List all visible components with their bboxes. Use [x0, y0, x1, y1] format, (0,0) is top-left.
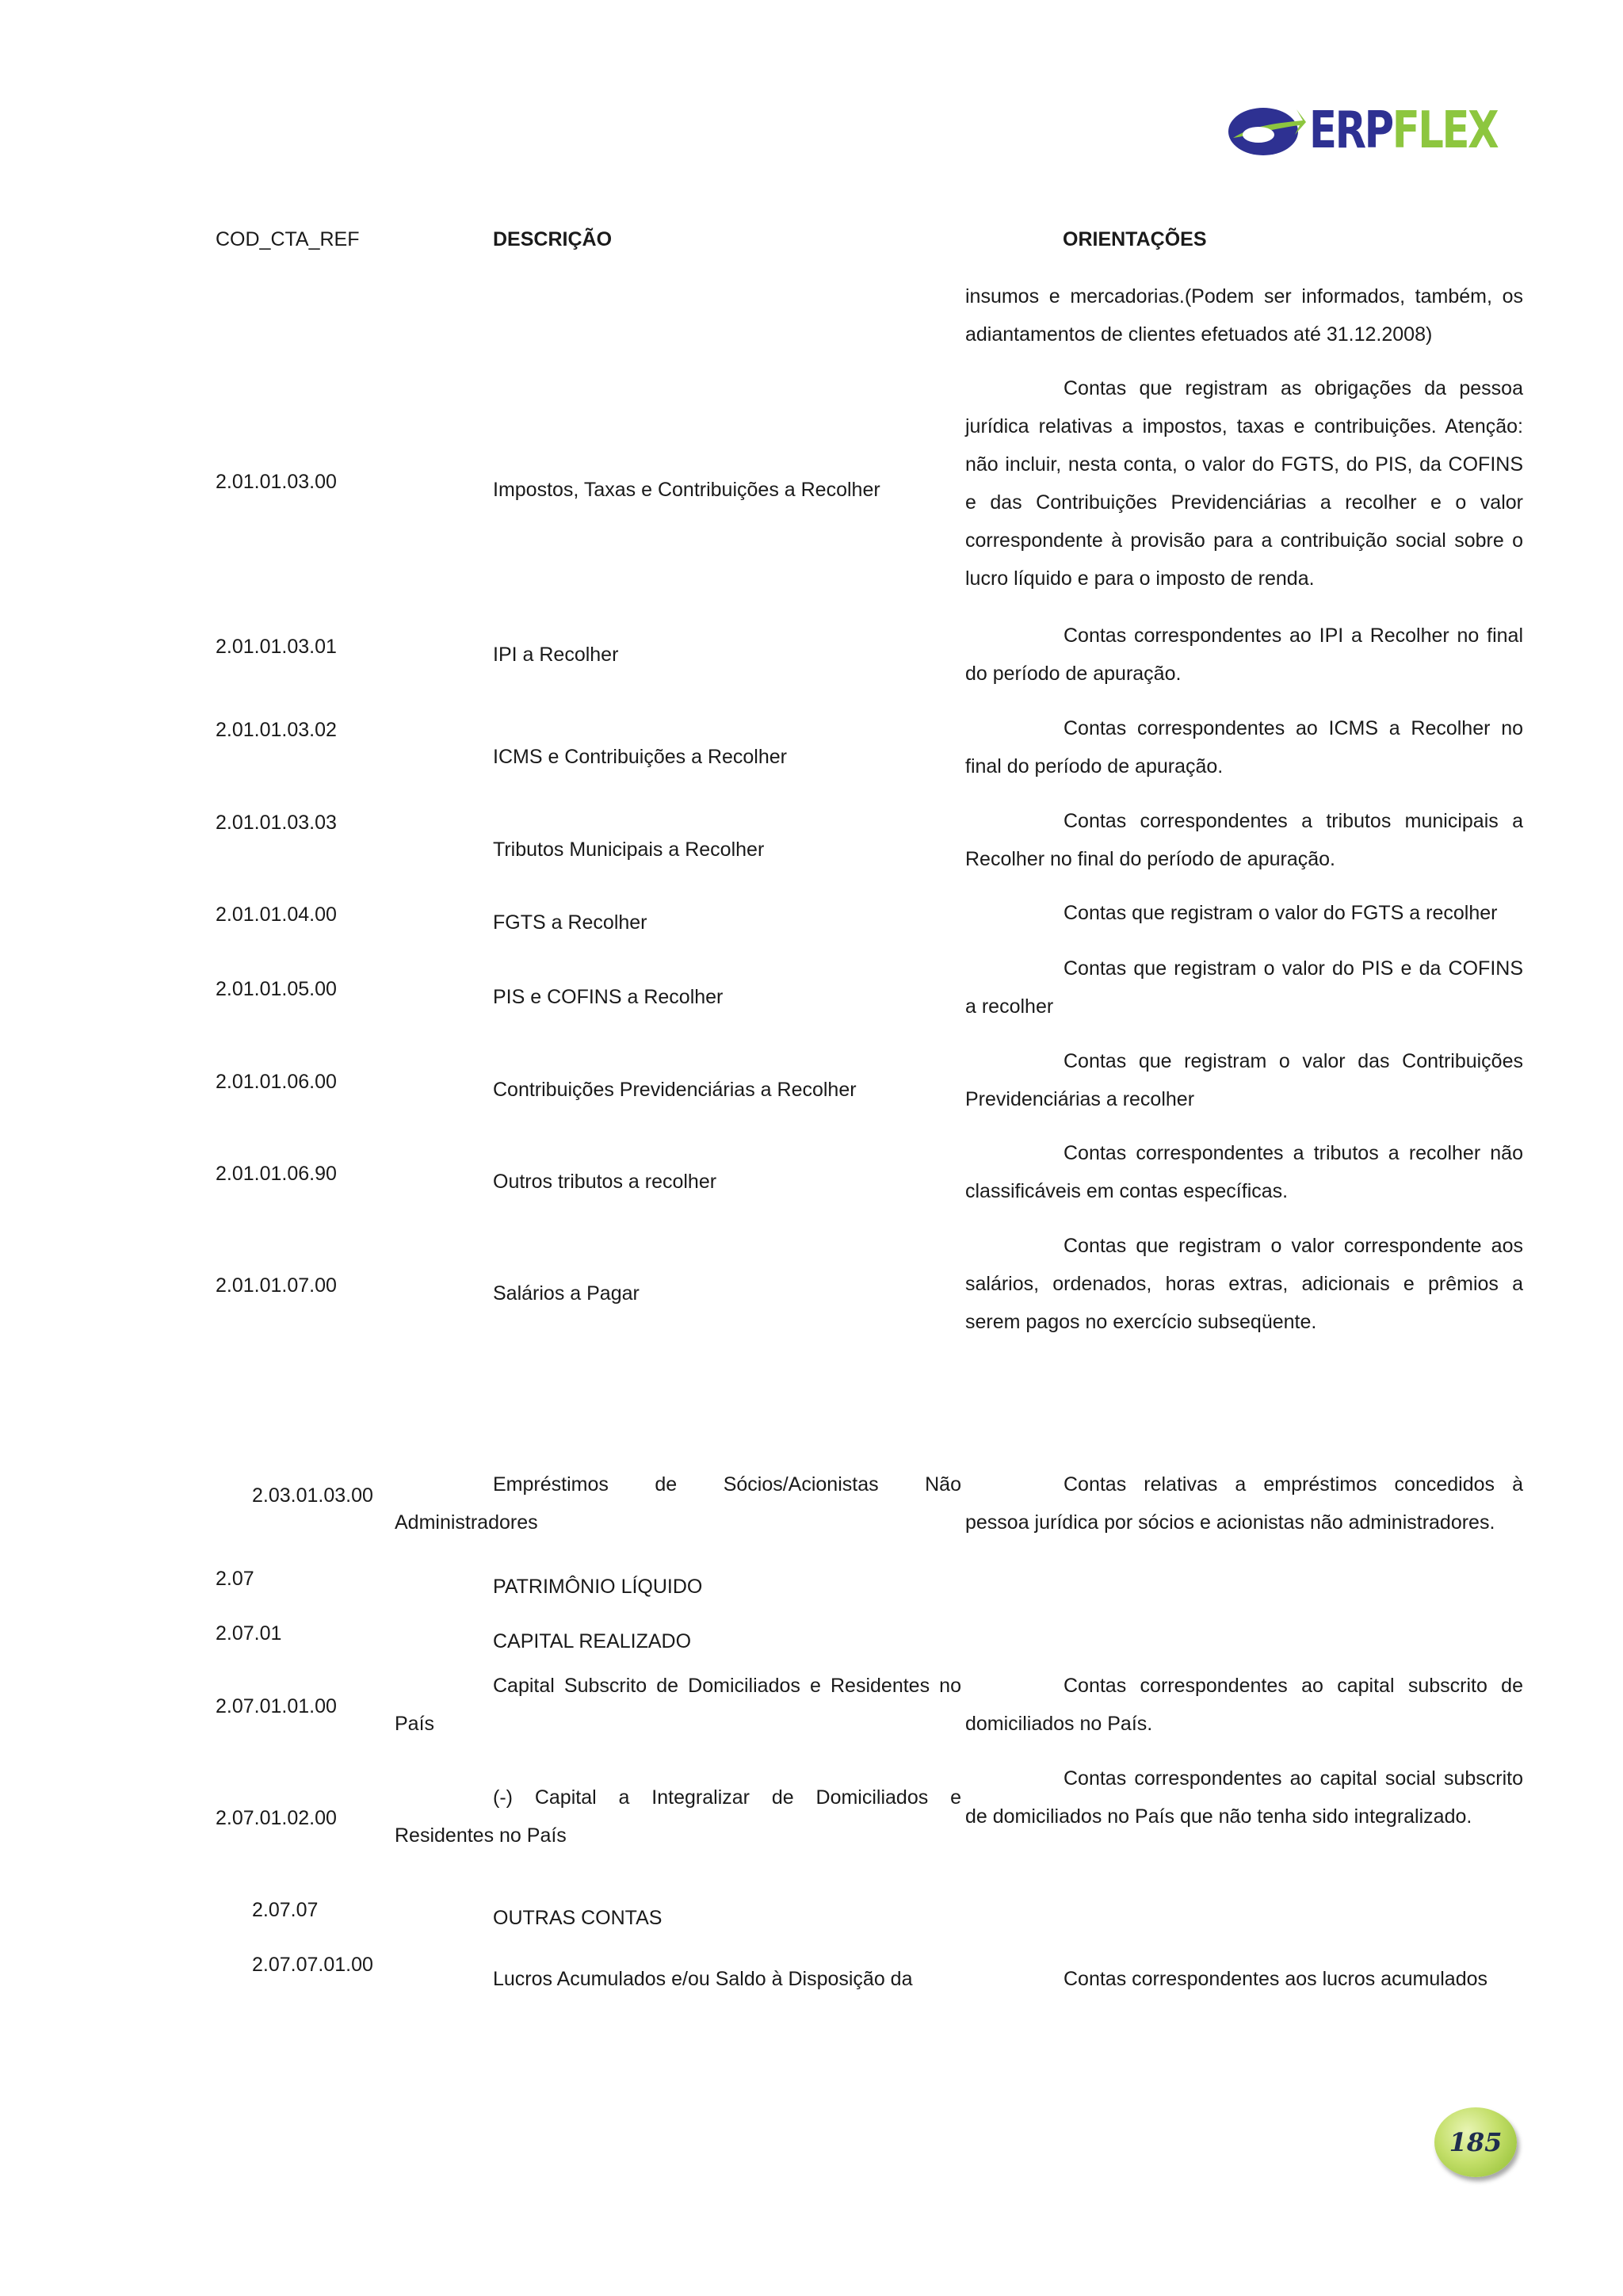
row-orientation: Contas correspondentes ao ICMS a Recolher no final do período de apuração. [965, 717, 1523, 777]
header-descricao: DESCRIÇÃO [493, 228, 613, 250]
header-cod-cta-ref: COD_CTA_REF [216, 228, 360, 250]
erpflex-logo [1227, 100, 1498, 163]
row-description: Capital Subscrito de Domiciliados e Residentes no País [395, 1675, 961, 1735]
row-code: 2.07.07.01.00 [252, 1954, 373, 1976]
swoosh-logo-icon [1227, 103, 1306, 159]
page-number-badge [1434, 2107, 1517, 2177]
logo-wordmark: ERPFLEX [1309, 101, 1498, 160]
row-code: 2.01.01.06.00 [216, 1071, 337, 1093]
row-description: OUTRAS CONTAS [493, 1907, 663, 1929]
row-code: 2.03.01.03.00 [252, 1484, 373, 1507]
row-code: 2.07.07 [252, 1899, 319, 1921]
row-code: 2.07.01.01.00 [216, 1695, 337, 1717]
row-orientation: Contas correspondentes ao capital social subscrito de domiciliados no País que não tenha sido integralizado. [965, 1767, 1523, 1828]
row-description: FGTS a Recolher [493, 911, 647, 934]
row-code: 2.01.01.03.00 [216, 471, 337, 493]
page-number: 185 [1449, 2127, 1503, 2157]
row-code: 2.01.01.03.03 [216, 812, 337, 834]
row-description: Empréstimos de Sócios/Acionistas Não Administradores [395, 1473, 961, 1534]
row-code: 2.01.01.04.00 [216, 904, 337, 926]
header-orientacoes: ORIENTAÇÕES [1063, 228, 1207, 250]
row-code: 2.07.01 [216, 1622, 282, 1645]
row-code: 2.01.01.03.01 [216, 636, 337, 658]
row-orientation: Contas que registram o valor correspondente aos salários, ordenados, horas extras, adicionais e prêmios a serem pagos no exercício subseqüente. [965, 1235, 1523, 1333]
row-orientation: Contas que registram o valor do FGTS a recolher [1064, 902, 1498, 924]
row-orientation: Contas correspondentes a tributos municipais a Recolher no final do período de apuração. [965, 810, 1523, 870]
row-code: 2.01.01.06.90 [216, 1163, 337, 1185]
continuation-text: insumos e mercadorias.(Podem ser informados, também, os adiantamentos de clientes efetuados até 31.12.2008) [965, 285, 1523, 346]
row-code: 2.01.01.03.02 [216, 719, 337, 741]
row-code: 2.01.01.05.00 [216, 978, 337, 1000]
row-description: CAPITAL REALIZADO [493, 1630, 692, 1652]
row-description: PIS e COFINS a Recolher [493, 986, 724, 1008]
row-description: (-) Capital a Integralizar de Domiciliados e Residentes no País [395, 1786, 961, 1847]
row-description: Lucros Acumulados e/ou Saldo à Disposição da [493, 1968, 913, 1990]
row-code: 2.07 [216, 1568, 254, 1590]
row-orientation: Contas correspondentes ao capital subscrito de domiciliados no País. [965, 1675, 1523, 1735]
row-orientation: Contas correspondentes aos lucros acumulados [1064, 1968, 1488, 1990]
row-code: 2.07.01.02.00 [216, 1807, 337, 1829]
row-orientation: Contas correspondentes a tributos a recolher não classificáveis em contas específicas. [965, 1142, 1523, 1202]
row-code: 2.01.01.07.00 [216, 1274, 337, 1297]
row-description: Outros tributos a recolher [493, 1171, 717, 1193]
row-orientation: Contas que registram o valor das Contribuições Previdenciárias a recolher [965, 1050, 1523, 1110]
row-orientation: Contas que registram as obrigações da pessoa jurídica relativas a impostos, taxas e contribuições. Atenção: não incluir, nesta conta, o valor do FGTS, do PIS, da COFINS e das Contribuições Previdenciárias a recolher e o valor correspondente à provisão para a contribuição social sobre o lucro líquido e para o imposto de renda. [965, 377, 1523, 590]
row-description: PATRIMÔNIO LÍQUIDO [493, 1576, 703, 1598]
row-orientation: Contas correspondentes ao IPI a Recolher no final do período de apuração. [965, 625, 1523, 685]
row-description: Contribuições Previdenciárias a Recolher [493, 1079, 857, 1101]
row-description: Salários a Pagar [493, 1282, 640, 1305]
row-description: Impostos, Taxas e Contribuições a Recolher [493, 479, 880, 501]
row-description: Tributos Municipais a Recolher [493, 839, 765, 861]
row-orientation: Contas relativas a empréstimos concedidos à pessoa jurídica por sócios e acionistas não administradores. [965, 1473, 1523, 1534]
row-description: IPI a Recolher [493, 644, 619, 666]
row-description: ICMS e Contribuições a Recolher [493, 746, 787, 768]
row-orientation: Contas que registram o valor do PIS e da COFINS a recolher [965, 957, 1523, 1018]
